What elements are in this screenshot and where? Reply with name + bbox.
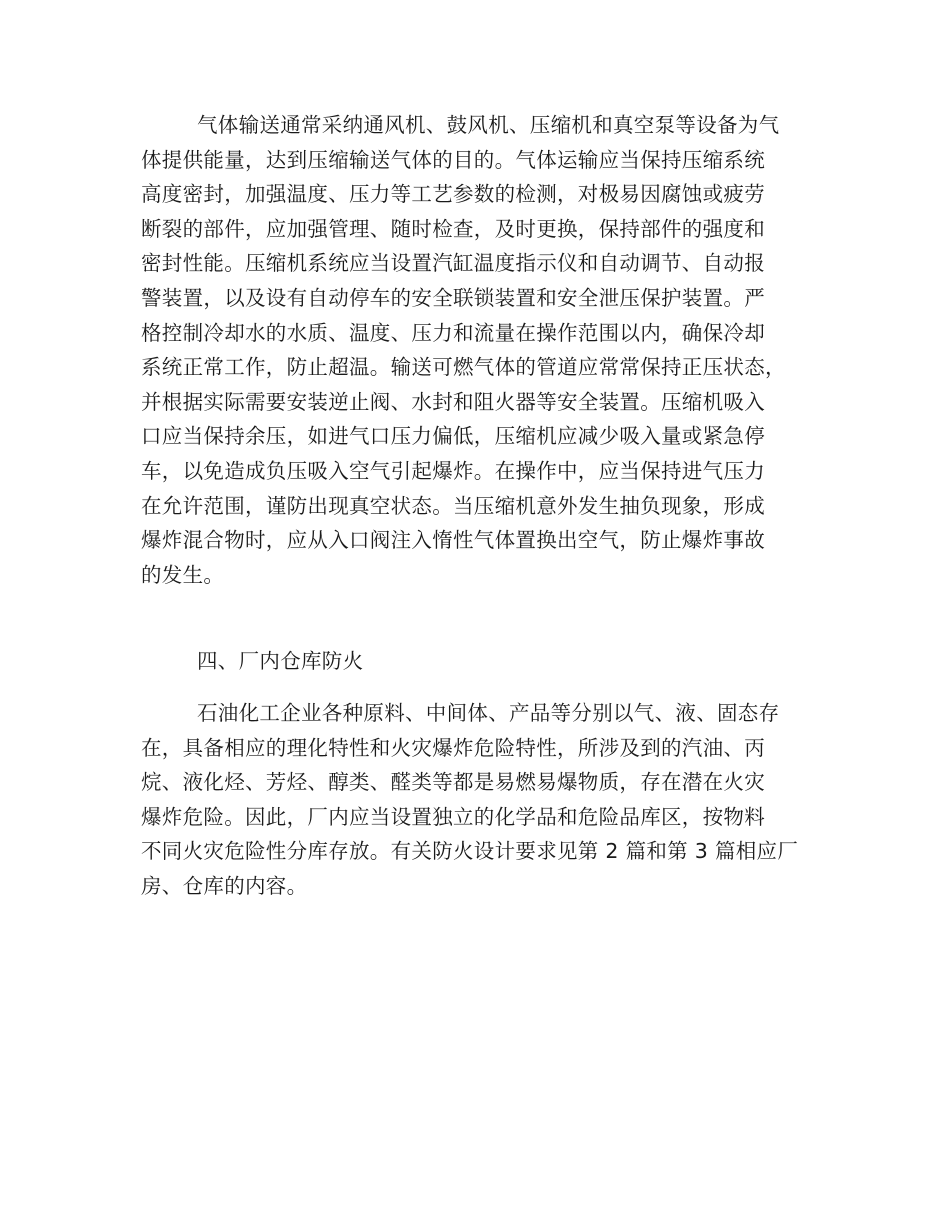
paragraph-line: 爆炸混合物时，应从入口阀注入惰性气体置换出空气，防止爆炸事故 bbox=[141, 528, 765, 553]
paragraph-line: 车，以免造成负压吸入空气引起爆炸。在操作中，应当保持进气压力 bbox=[141, 458, 765, 483]
paragraph-line: 体提供能量，达到压缩输送气体的目的。气体运输应当保持压缩系统 bbox=[141, 147, 765, 172]
paragraph-line: 在允许范围，谨防出现真空状态。当压缩机意外发生抽负现象，形成 bbox=[141, 493, 765, 518]
paragraph-line: 不同火灾危险性分库存放。有关防火设计要求见第 2 篇和第 3 篇相应厂 bbox=[141, 839, 799, 864]
section-heading-text: 四、厂内仓库防火 bbox=[197, 649, 364, 673]
paragraph-line: 高度密封，加强温度、压力等工艺参数的检测，对极易因腐蚀或疲劳 bbox=[141, 182, 765, 207]
paragraph-gas-transport bbox=[141, 108, 821, 592]
paragraph-line: 石油化工企业各种原料、中间体、产品等分别以气、液、固态存 bbox=[197, 701, 780, 725]
paragraph-line: 的发生。 bbox=[141, 562, 225, 587]
paragraph-line: 警装置，以及设有自动停车的安全联锁装置和安全泄压保护装置。严 bbox=[141, 285, 765, 310]
paragraph-warehouse-fire bbox=[141, 696, 821, 904]
paragraph-line: 在，具备相应的理化特性和火灾爆炸危险特性，所涉及到的汽油、丙 bbox=[141, 735, 765, 760]
paragraph-line: 气体输送通常采纳通风机、鼓风机、压缩机和真空泵等设备为气 bbox=[197, 113, 780, 137]
paragraph-line: 密封性能。压缩机系统应当设置汽缸温度指示仪和自动调节、自动报 bbox=[141, 251, 765, 276]
section-heading bbox=[141, 644, 821, 679]
paragraph-line: 口应当保持余压，如进气口压力偏低，压缩机应减少吸入量或紧急停 bbox=[141, 424, 765, 449]
paragraph-line: 格控制冷却水的水质、温度、压力和流量在操作范围以内，确保冷却 bbox=[141, 320, 765, 345]
paragraph-line: 房、仓库的内容。 bbox=[141, 873, 308, 898]
paragraph-line: 断裂的部件，应加强管理、随时检查，及时更换，保持部件的强度和 bbox=[141, 216, 765, 241]
paragraph-line: 并根据实际需要安装逆止阀、水封和阻火器等安全装置。压缩机吸入 bbox=[141, 389, 765, 414]
paragraph-line: 系统正常工作，防止超温。输送可燃气体的管道应常常保持正压状态， bbox=[141, 355, 786, 380]
paragraph-line: 烷、液化烃、芳烃、醇类、醛类等都是易燃易爆物质，存在潜在火灾 bbox=[141, 770, 765, 795]
paragraph-line: 爆炸危险。因此，厂内应当设置独立的化学品和危险品库区，按物料 bbox=[141, 804, 765, 829]
